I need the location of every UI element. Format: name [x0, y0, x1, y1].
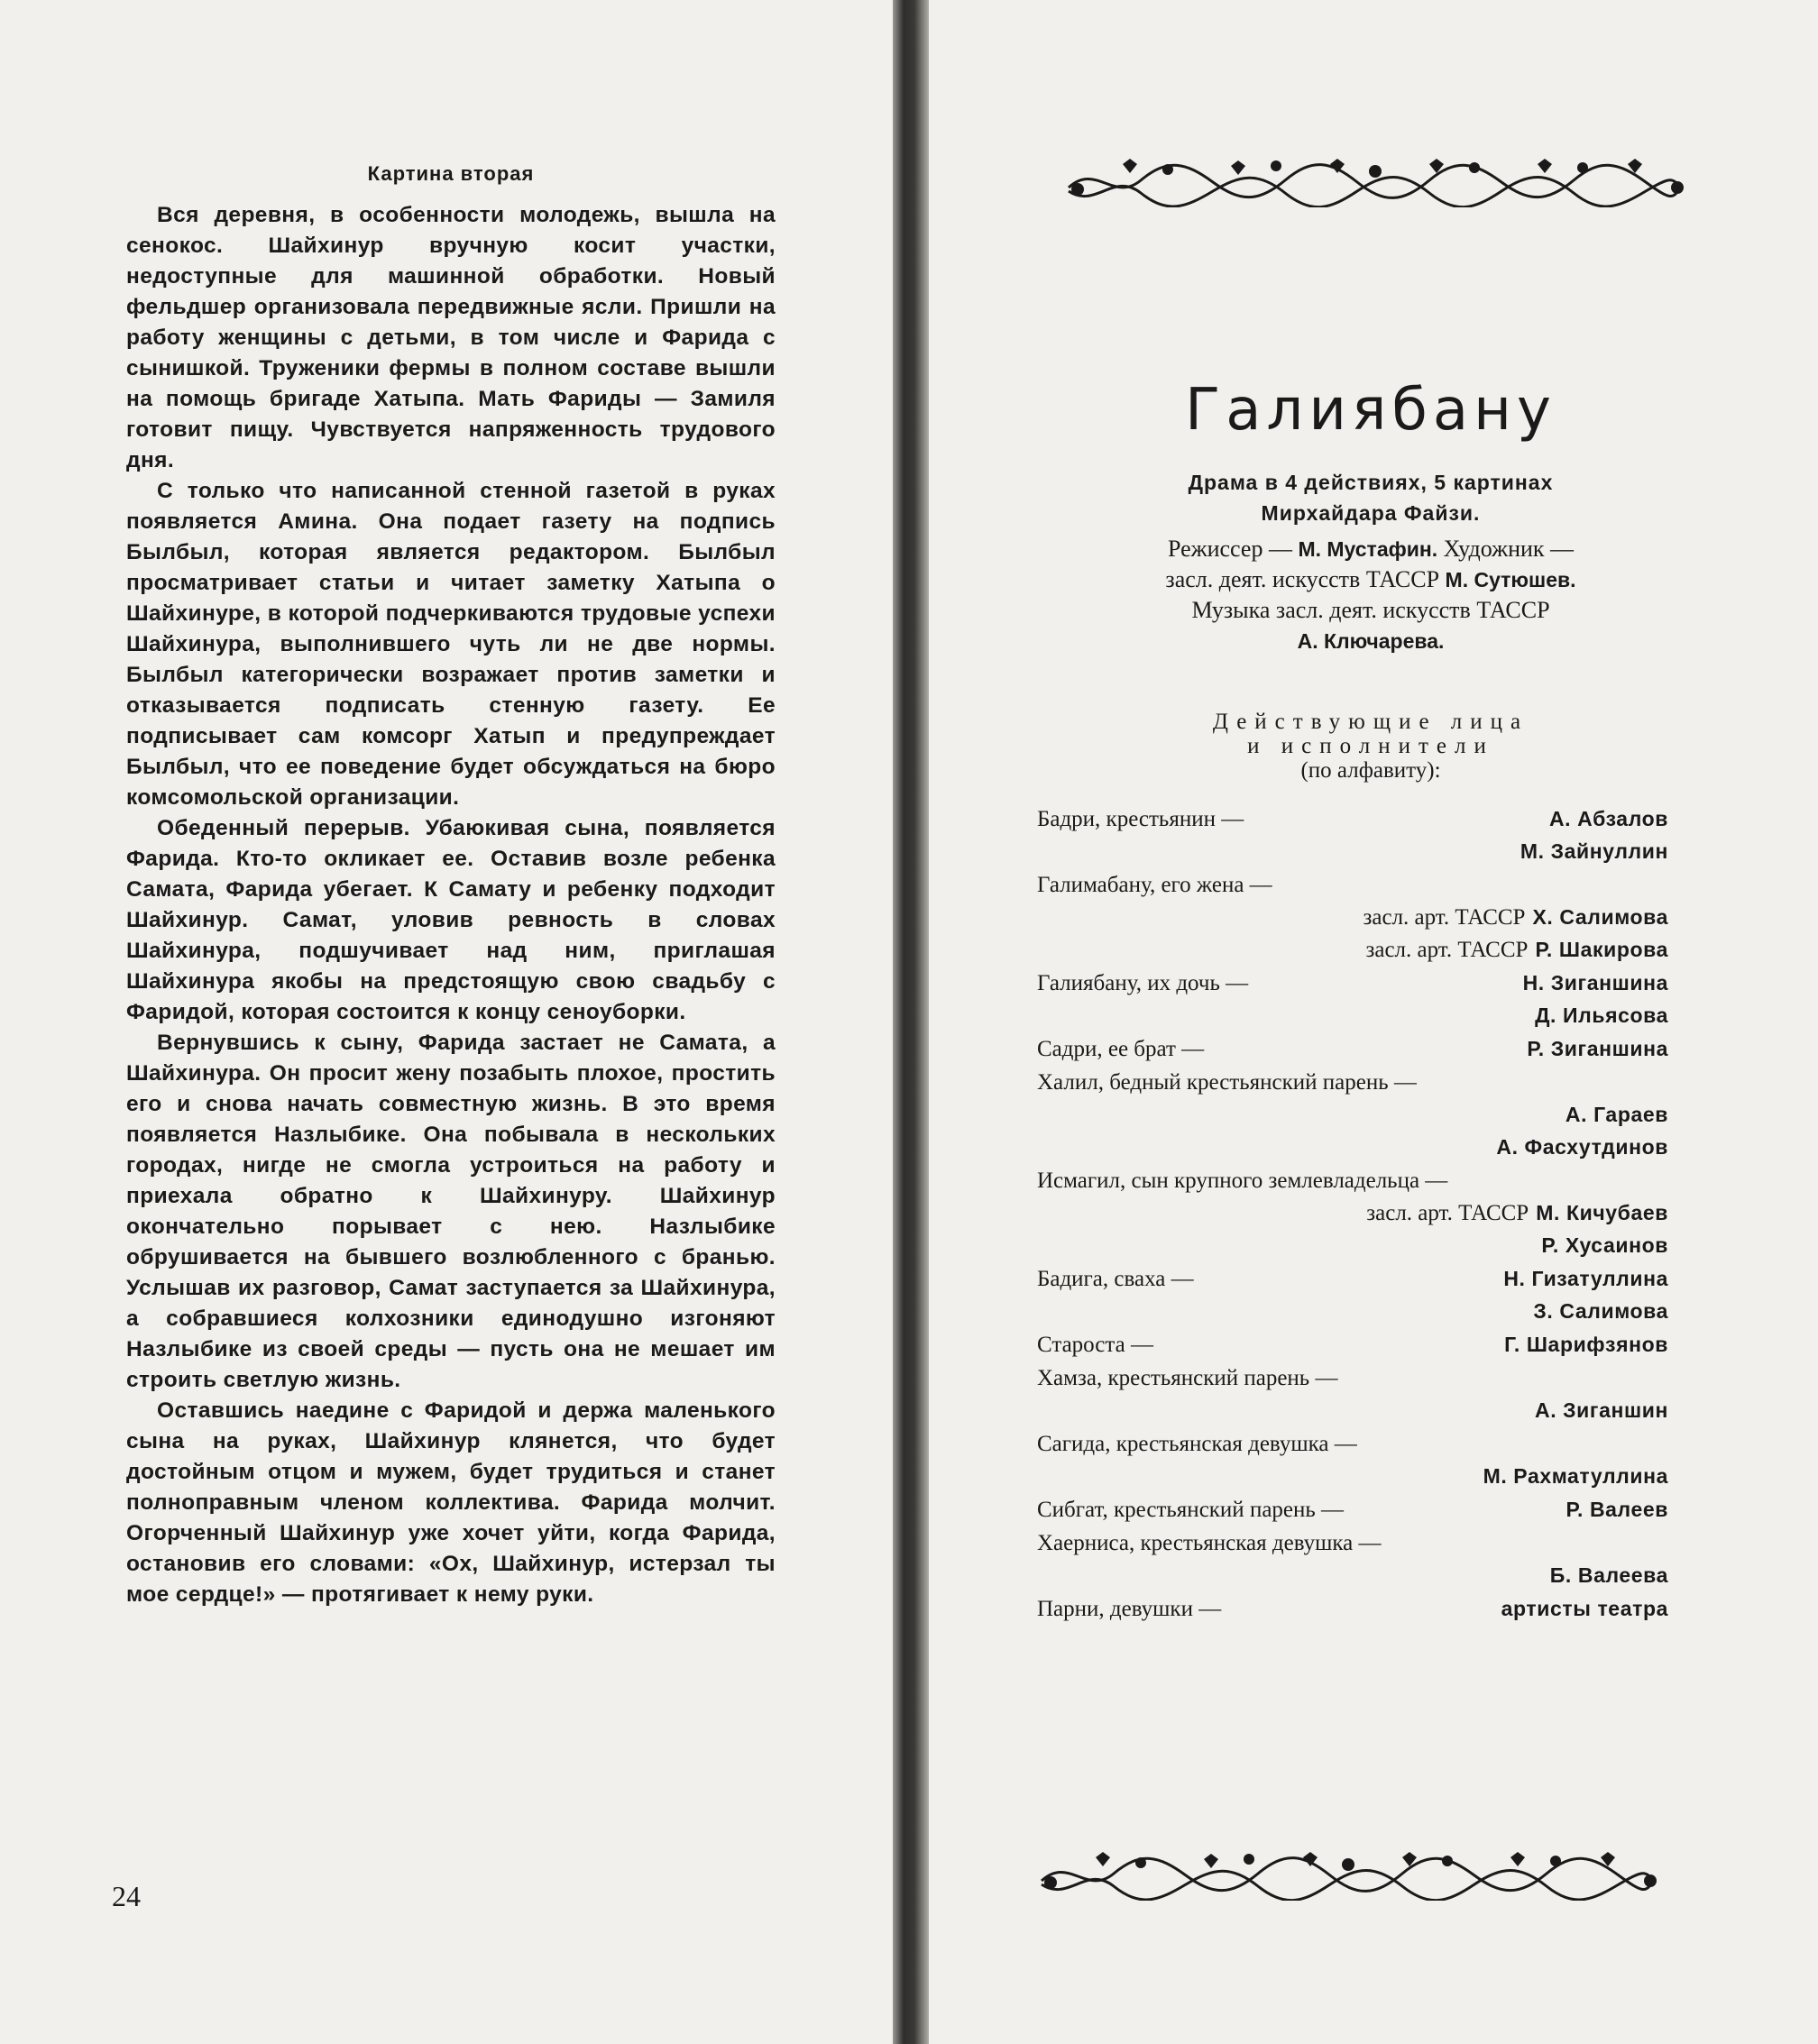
left-page [0, 0, 893, 2044]
cast-role: Галимабану, его жена — [1037, 873, 1272, 897]
cast-role: Бадри, крестьянин — [1037, 807, 1244, 831]
synopsis-paragraph: Обеденный перерыв. Убаюкивая сына, появляется Фарида. Кто-то окликает ее. Оставив возле ребенка Самата, Фарида убегает. К Самату и ребенку подходит Шайхинур. Самат, уловив ревность в словах Шайхинура, подшучивает над ним, приглашая Шайхинура якобы на предстоящую свою свадьбу с Фаридой, которая состоится к концу сеноуборки. [126, 816, 776, 1024]
cast-role-line [1037, 873, 1668, 905]
cast-actor: Р. Хусаинов [1541, 1233, 1668, 1257]
synopsis [126, 200, 776, 1610]
cast-actor: М. Кичубаев [1536, 1201, 1668, 1224]
cast-role: Парни, девушки — [1037, 1597, 1222, 1621]
cast-actor: Г. Шарифзянов [1504, 1333, 1668, 1356]
cast-actor-title: засл. арт. ТАССР [1366, 1201, 1529, 1225]
cast-actor: Б. Валеева [1549, 1563, 1668, 1587]
cast-actor: З. Салимова [1533, 1299, 1668, 1323]
cast-actor: артисты театра [1501, 1597, 1668, 1620]
cast-actor: А. Фасхутдинов [1496, 1135, 1668, 1159]
cast-role-line [1037, 1333, 1668, 1365]
cast-role-line [1037, 1432, 1668, 1464]
credits-line-4 [1055, 626, 1686, 656]
cast-actor-line [1037, 1004, 1668, 1036]
cast-actor: А. Абзалов [1548, 807, 1668, 830]
cast-entry [1037, 1169, 1668, 1266]
cast-heading-line-1: Действующие лица [1212, 710, 1529, 734]
cast-actor: А. Гараев [1565, 1103, 1668, 1126]
cast-entry [1037, 1037, 1668, 1069]
cast-entry [1037, 1498, 1668, 1530]
cast-actor-line [1037, 839, 1668, 872]
cast-entry [1037, 1070, 1668, 1168]
cast-role-line [1037, 1531, 1668, 1563]
cast-actor-line [1037, 1201, 1668, 1233]
cast-role: Староста — [1037, 1333, 1153, 1357]
cast-actor-line [1037, 938, 1668, 970]
cast-actor: М. Рахматуллина [1483, 1464, 1668, 1488]
director-label: Режиссер — [1167, 536, 1292, 562]
cast-entry [1037, 1531, 1668, 1596]
cast-actor-line [1037, 1398, 1668, 1431]
scene-title: Картина вторая [367, 162, 535, 185]
credits-line-1 [1055, 534, 1686, 564]
cast-role-line [1037, 1597, 1668, 1629]
cast-actor: Х. Салимова [1532, 905, 1668, 929]
cast-actor-line [1037, 905, 1668, 938]
cast-role-line [1037, 1169, 1668, 1201]
cast-role-line [1037, 1498, 1668, 1530]
cast-role: Хамза, крестьянский парень — [1037, 1366, 1338, 1390]
subtitle-genre: Драма в 4 действиях, 5 картинах [1188, 471, 1554, 494]
cast-role: Галиябану, их дочь — [1037, 971, 1249, 995]
cast-entry [1037, 873, 1668, 970]
cast-role-line [1037, 1037, 1668, 1069]
cast-actor: Н. Гизатуллина [1503, 1267, 1668, 1290]
cast-role-line [1037, 1267, 1668, 1299]
cast-role: Хаерниса, крестьянская девушка — [1037, 1531, 1382, 1555]
cast-actor-line [1037, 1135, 1668, 1168]
cast-actor: Р. Шакирова [1535, 938, 1668, 961]
cast-role-line [1037, 971, 1668, 1004]
director-name: М. Мустафин. [1298, 537, 1438, 561]
cast-actor-line [1037, 1103, 1668, 1135]
cast-role: Бадига, сваха — [1037, 1267, 1194, 1291]
artist-title: засл. деят. искусств ТАССР [1165, 566, 1440, 592]
cast-role: Садри, ее брат — [1037, 1037, 1205, 1061]
cast-role: Сагида, крестьянская девушка — [1037, 1432, 1357, 1456]
cast-heading-note: (по алфавиту): [1300, 758, 1441, 783]
cast-list [1037, 807, 1668, 1630]
cast-entry [1037, 971, 1668, 1036]
page-number: 24 [112, 1880, 141, 1912]
cast-actor-line [1037, 1233, 1668, 1266]
play-subtitle [1055, 467, 1686, 528]
book-spine [893, 0, 929, 2044]
cast-role-line [1037, 807, 1668, 839]
composer-name: А. Ключарева. [1297, 629, 1445, 653]
cast-actor: Р. Зиганшина [1527, 1037, 1668, 1060]
cast-role: Халил, бедный крестьянский парень — [1037, 1070, 1417, 1095]
subtitle-author: Мирхайдара Файзи. [1261, 501, 1481, 525]
cast-entry [1037, 1597, 1668, 1629]
cast-role-line [1037, 1366, 1668, 1398]
ornament-border-top [1060, 153, 1691, 207]
synopsis-paragraph: С только что написанной стенной газетой в руках появляется Амина. Она подает газету на подпись Былбыл, которая является редактором. Былбыл просматривает статьи и читает заметку Хатыпа о Шайхинуре, в которой подчеркиваются трудовые успехи Шайхинура, выполнившего чуть ли не две нормы. Былбыл категорически возражает против заметки и отказывается подписать стенную газету. Ее подписывает сам комсорг Хатып и предупреждает Былбыл, что ее поведение будет обсуждаться на бюро комсомольской организации. [126, 479, 776, 810]
cast-entry [1037, 1432, 1668, 1497]
credits-line-2 [1055, 564, 1686, 595]
cast-actor: А. Зиганшин [1534, 1398, 1668, 1422]
synopsis-paragraph: Оставшись наедине с Фаридой и держа маленького сына на руках, Шайхинур клянется, что будет достойным отцом и мужем, будет трудиться и станет полноправным членом коллектива. Фарида молчит. Огорченный Шайхинур уже хочет уйти, когда Фарида, остановив его словами: «Ох, Шайхинур, истерзал ты мое сердце!» — протягивает к нему руки. [126, 1398, 776, 1607]
cast-actor-title: засл. арт. ТАССР [1363, 905, 1526, 930]
cast-actor-line [1037, 1464, 1668, 1497]
cast-actor: М. Зайнуллин [1520, 839, 1668, 863]
cast-actor: Р. Валеев [1566, 1498, 1668, 1521]
ornament-border-bottom [1033, 1847, 1664, 1901]
artist-name: М. Сутюшев. [1445, 568, 1576, 591]
cast-role-line [1037, 1070, 1668, 1103]
cast-actor: Н. Зиганшина [1522, 971, 1668, 995]
cast-heading [1055, 710, 1686, 783]
credits-line-3: Музыка засл. деят. искусств ТАССР [1191, 597, 1550, 623]
cast-entry [1037, 807, 1668, 872]
synopsis-paragraph: Вернувшись к сыну, Фарида застает не Самата, а Шайхинура. Он просит жену позабыть плохое, простить его и снова начать совместную жизнь. В это время появляется Назлыбике. Она побывала в нескольких городах, нигде не смогла устроиться на работу и приехала обратно к Шайхинуру. Шайхинур окончательно порывает с нею. Назлыбике обрушивается на бывшего возлюбленного с бранью. Услышав их разговор, Самат заступается за Шайхинура, а собравшиеся колхозники единодушно изгоняют Назлыбике из своей среды — пусть она не мешает им строить светлую жизнь. [126, 1031, 776, 1392]
cast-actor: Д. Ильясова [1535, 1004, 1668, 1027]
cast-role: Сибгат, крестьянский парень — [1037, 1498, 1345, 1522]
production-credits [1055, 534, 1686, 656]
artist-label: Художник — [1443, 536, 1575, 562]
cast-actor-title: засл. арт. ТАССР [1365, 938, 1529, 962]
cast-heading-line-2: и исполнители [1247, 734, 1494, 758]
cast-role: Исмагил, сын крупного землевладельца — [1037, 1169, 1448, 1193]
cast-entry [1037, 1333, 1668, 1365]
synopsis-paragraph: Вся деревня, в особенности молодежь, вышла на сенокос. Шайхинур вручную косит участки, недоступные для машинной обработки. Новый фельдшер организовала передвижные ясли. Пришли на работу женщины с детьми, в том числе и Фарида с сынишкой. Труженики фермы в полном составе вышли на помощь бригаде Хатыпа. Мать Фариды — Замиля готовит пищу. Чувствуется напряженность трудового дня. [126, 203, 776, 472]
cast-entry [1037, 1366, 1668, 1431]
cast-entry [1037, 1267, 1668, 1332]
cast-actor-line [1037, 1299, 1668, 1332]
play-title: Галиябану [1185, 377, 1556, 444]
cast-actor-line [1037, 1563, 1668, 1596]
